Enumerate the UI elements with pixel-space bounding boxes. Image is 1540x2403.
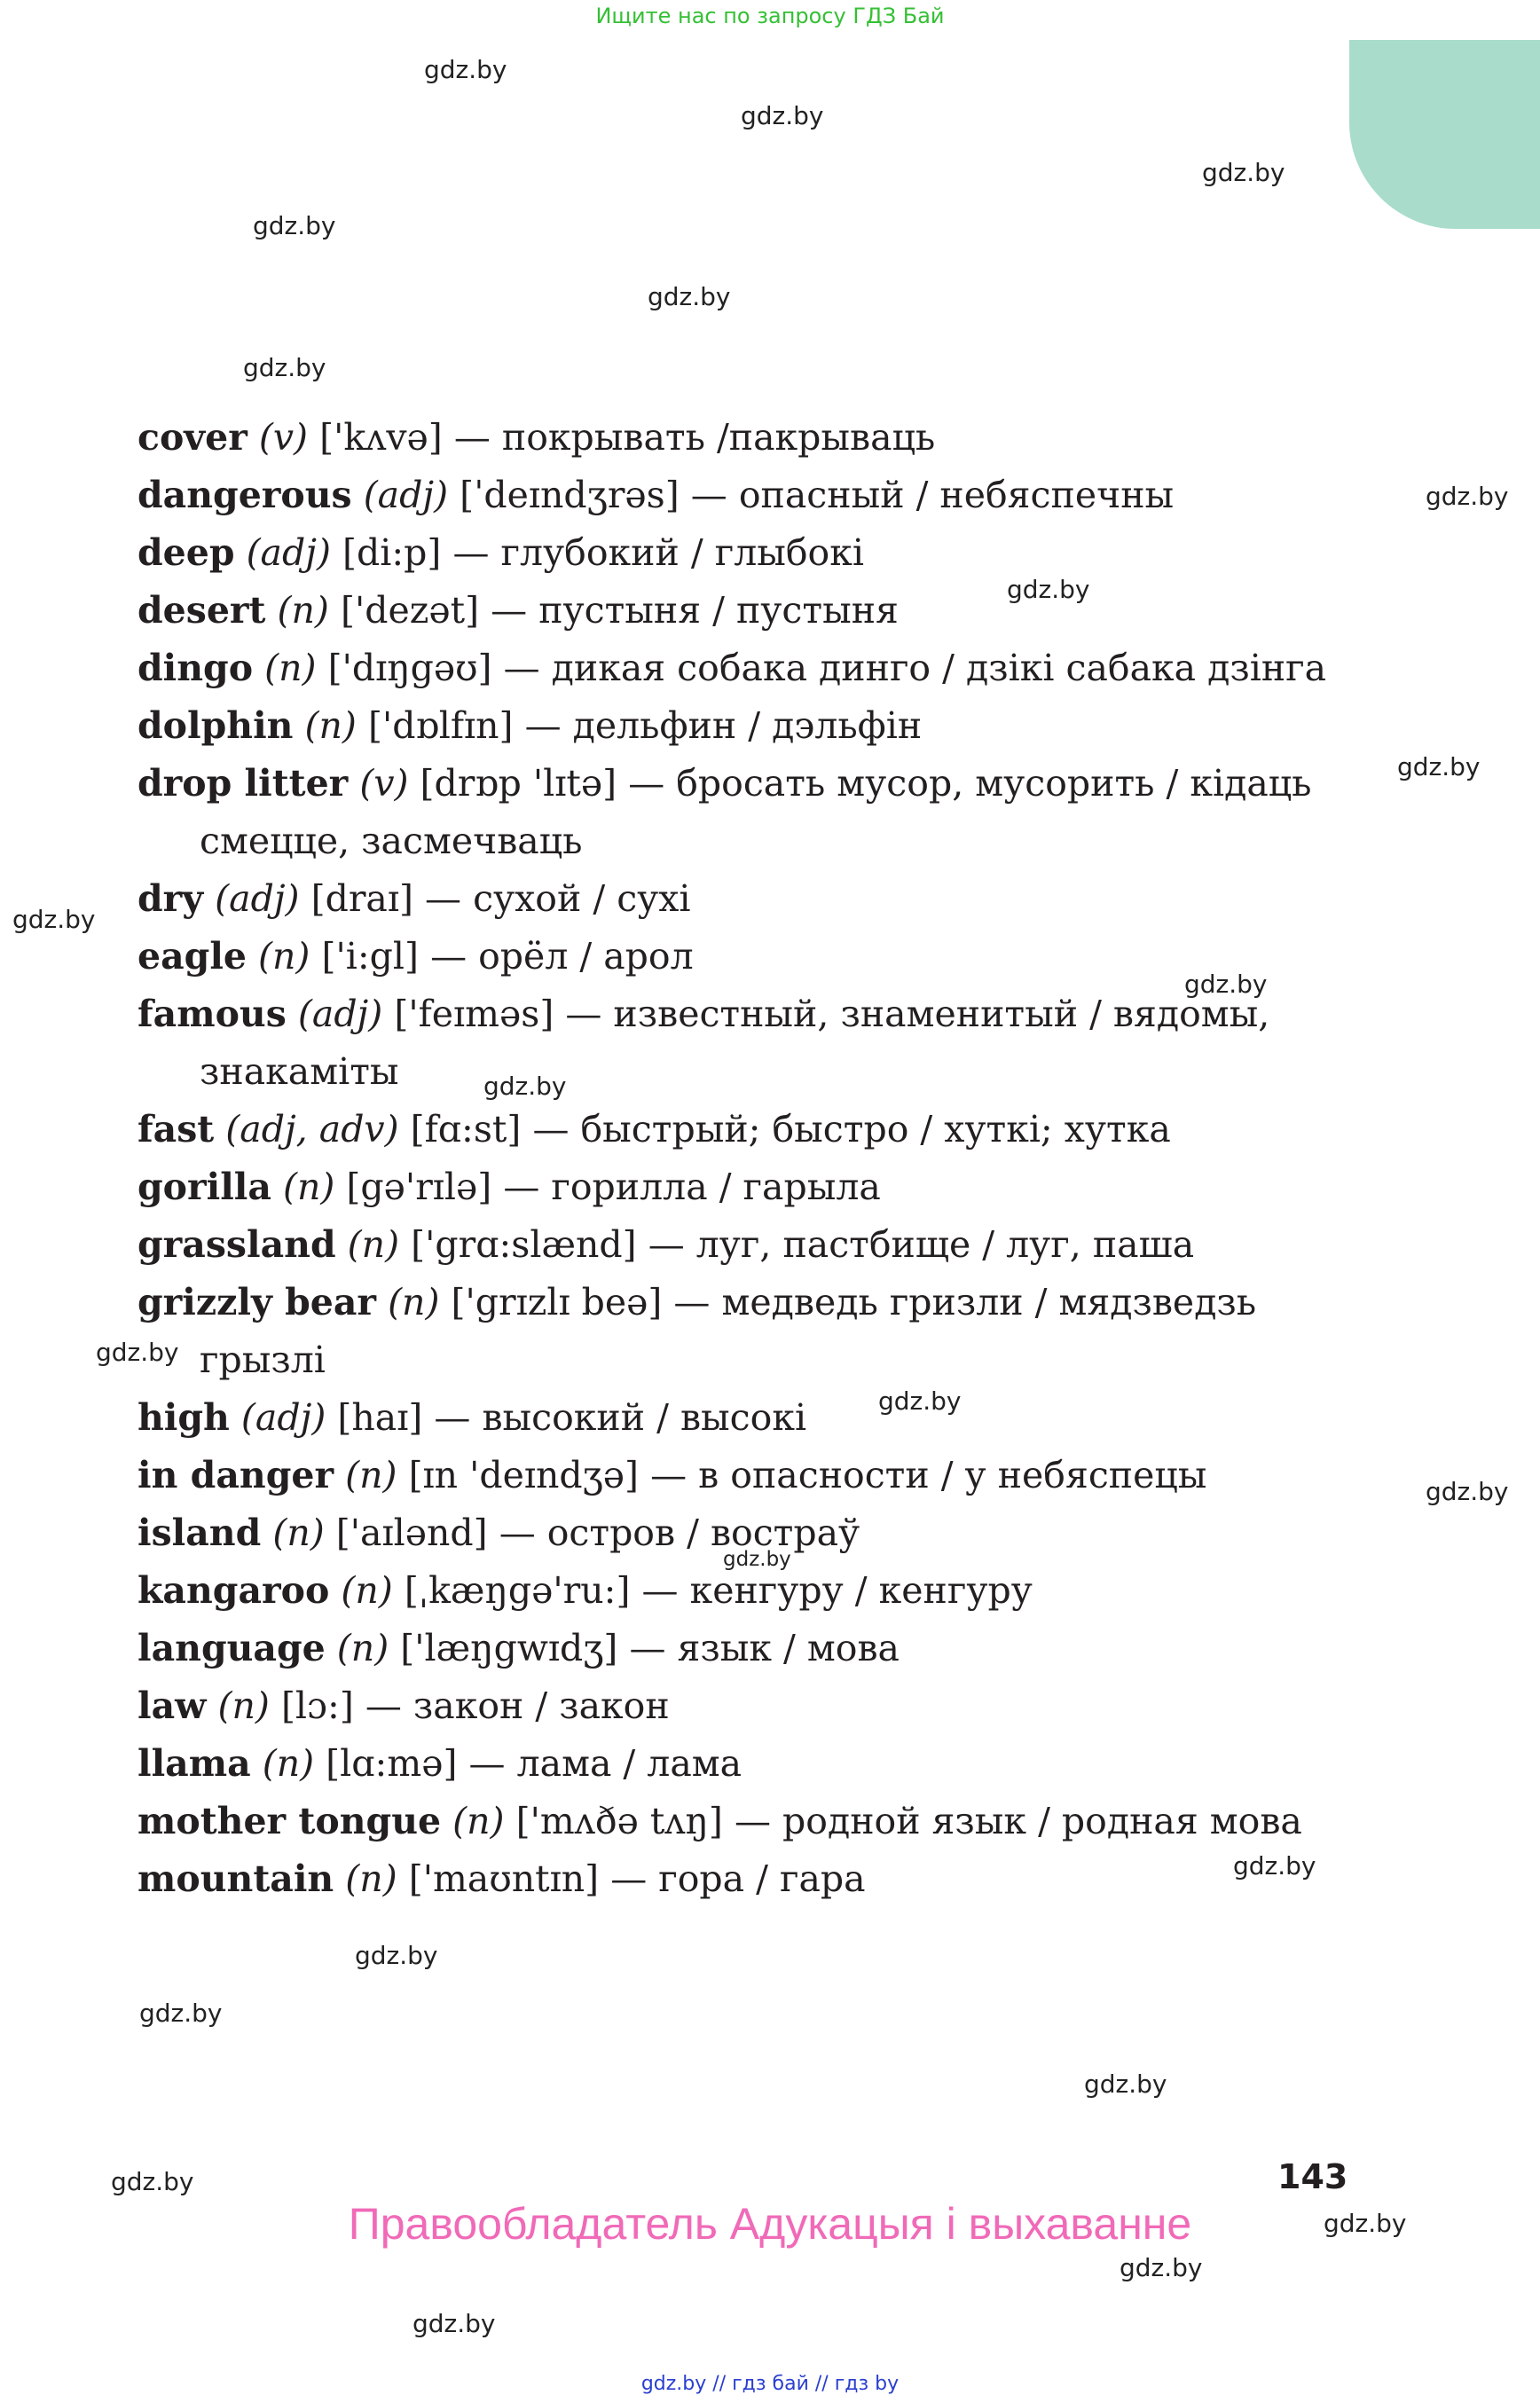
vocab-entry: mountain (n) ['maʊntɪn] — гора / гара <box>138 1857 866 1900</box>
watermark: gdz.by <box>1324 2209 1407 2238</box>
watermark: gdz.by <box>1202 158 1285 187</box>
vocab-entry: dry (adj) [draɪ] — сухой / сухі <box>138 877 691 920</box>
watermark: gdz.by <box>139 1999 223 2028</box>
vocab-entry: llama (n) [lɑ:mə] — лама / лама <box>138 1742 742 1785</box>
watermark: gdz.by <box>1184 970 1268 999</box>
vocab-entry: eagle (n) ['i:gl] — орёл / арол <box>138 935 694 978</box>
vocab-entry: in danger (n) [ɪn 'deɪndʒə] — в опасности / у небяспецы <box>138 1454 1207 1496</box>
vocab-entry: high (adj) [haɪ] — высокий / высокі <box>138 1396 807 1439</box>
watermark: gdz.by <box>483 1072 567 1101</box>
watermark: gdz.by <box>1397 752 1481 781</box>
vocab-entry: cover (v) ['kʌvə] — покрывать /пакрываць <box>138 416 936 459</box>
vocab-entry: dangerous (adj) [ˈdeɪndʒrəs] — опасный / небяспечны <box>138 474 1175 516</box>
vocab-entry: island (n) ['aɪlənd] — остров / востраў <box>138 1512 860 1554</box>
vocab-entry: grassland (n) ['grɑ:slænd] — луг, пастбище / луг, паша <box>138 1223 1195 1266</box>
watermark: gdz.by <box>111 2167 194 2196</box>
watermark: gdz.by <box>1120 2253 1203 2282</box>
vocab-entry: desert (n) ['dezət] — пустыня / пустыня <box>138 589 899 632</box>
vocab-entry: drop litter (v) [drɒp 'lɪtə] — бросать мусор, мусорить / кідаць смецце, засмечваць <box>138 762 1312 862</box>
vocab-entry: kangaroo (n) [ˌkæŋgə'ru:] — кенгуру / кенгуру <box>138 1569 1033 1612</box>
watermark: gdz.by <box>243 353 326 382</box>
corner-tab <box>1349 40 1540 229</box>
copyright-notice: Правообладатель Адукацыя і выхаванне <box>348 2199 1192 2249</box>
watermark: gdz.by <box>1233 1851 1316 1881</box>
vocab-entry: gorilla (n) [gə'rɪlə] — горилла / гарыла <box>138 1166 881 1208</box>
watermark: gdz.by <box>355 1941 438 1970</box>
vocab-entry: famous (adj) ['feɪməs] — известный, знаменитый / вядомы, знакаміты <box>138 993 1270 1093</box>
vocab-entry: dingo (n) ['dɪŋgəʊ] — дикая собака динго / дзікі сабака дзінга <box>138 647 1327 689</box>
vocab-entry: grizzly bear (n) ['grɪzlɪ beə] — медведь гризли / мядзведзь грызлі <box>138 1281 1257 1381</box>
watermark: gdz.by <box>96 1338 179 1367</box>
vocab-entry: fast (adj, adv) [fɑ:st] — быстрый; быстро / хуткі; хутка <box>138 1108 1171 1150</box>
footer-links[interactable]: gdz.by // гдз бай // гдз by <box>640 2373 900 2395</box>
vocabulary-list <box>138 409 1344 1908</box>
watermark: gdz.by <box>1426 482 1509 511</box>
vocab-entry: deep (adj) [di:p] — глубокий / глыбокі <box>138 531 864 574</box>
vocab-entry: law (n) [lɔ:] — закон / закон <box>138 1684 670 1727</box>
watermark: gdz.by <box>424 55 507 84</box>
watermark: gdz.by <box>1426 1477 1509 1506</box>
vocab-entry: dolphin (n) ['dɒlfɪn] — дельфин / дэльфін <box>138 704 923 747</box>
watermark: gdz.by <box>723 1548 791 1571</box>
watermark: gdz.by <box>1084 2069 1167 2099</box>
watermark: gdz.by <box>878 1386 962 1416</box>
watermark: gdz.by <box>648 282 731 311</box>
watermark: gdz.by <box>412 2309 496 2338</box>
watermark: gdz.by <box>741 101 824 130</box>
page-number: 143 <box>1277 2157 1348 2196</box>
watermark: gdz.by <box>253 211 336 240</box>
top-banner: Ищите нас по запросу ГДЗ Бай <box>595 4 945 28</box>
vocab-entry: language (n) ['læŋgwɪdʒ] — язык / мова <box>138 1627 900 1669</box>
vocab-entry: mother tongue (n) ['mʌðə tʌŋ] — родной язык / родная мова <box>138 1800 1302 1842</box>
watermark: gdz.by <box>1007 575 1090 604</box>
watermark: gdz.by <box>12 905 96 934</box>
